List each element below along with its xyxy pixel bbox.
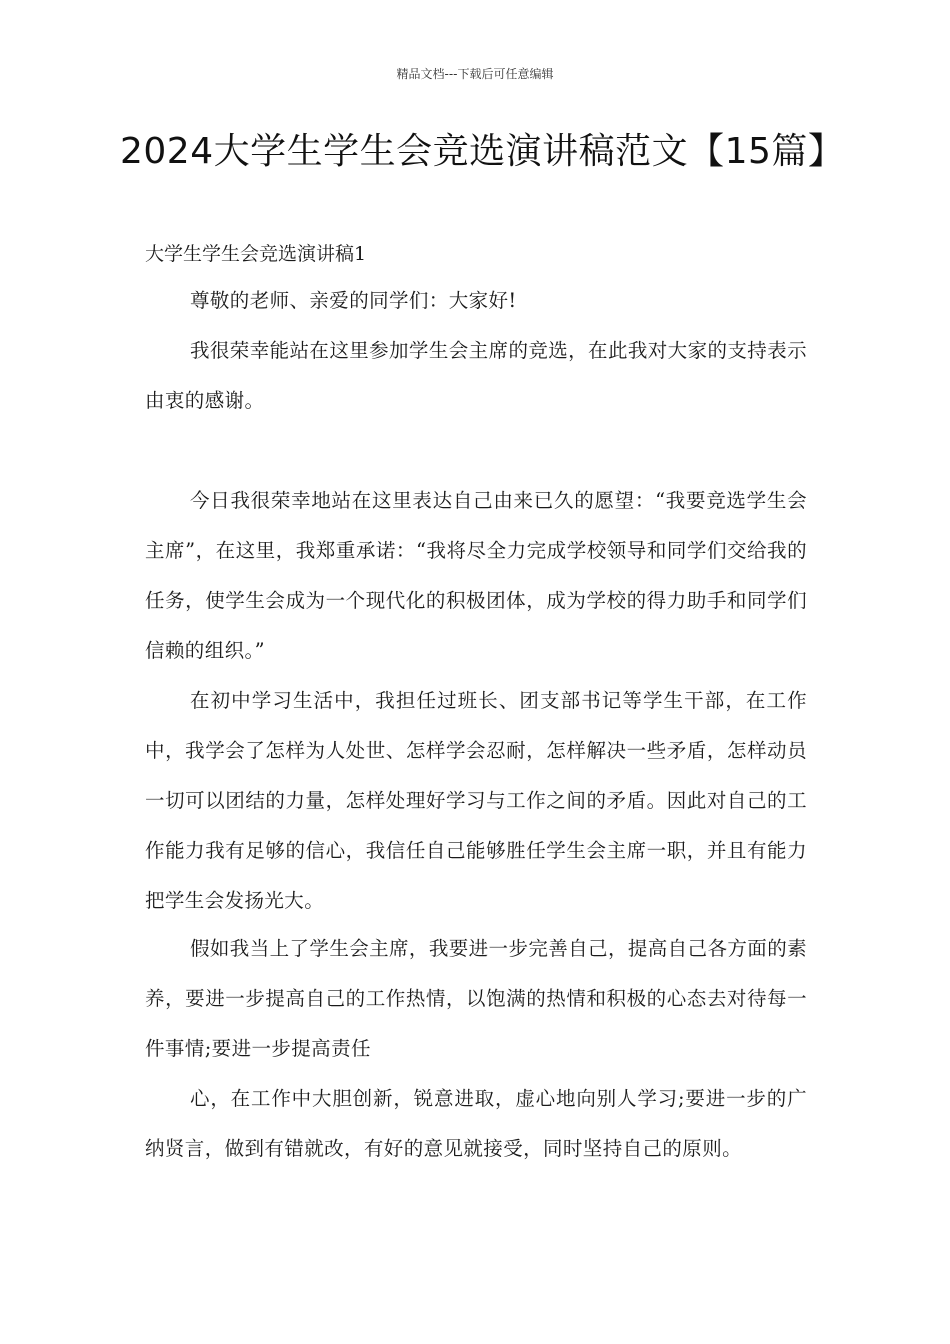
header-note: 精品文档---下载后可任意编辑 <box>396 67 554 81</box>
document-title: 2024大学生学生会竞选演讲稿范文【15篇】 <box>120 131 845 172</box>
paragraph-thanks: 我很荣幸能站在这里参加学生会主席的竞选，在此我对大家的支持表示由衷的感谢。 <box>145 339 807 412</box>
paragraph-experience: 在初中学习生活中，我担任过班长、团支部书记等学生干部，在工作中，我学会了怎样为人处世、怎样学会忍耐，怎样解决一些矛盾，怎样动员一切可以团结的力量，怎样处理好学习与工作之间的矛盾。因此对自己的工作能力我有足够的信心，我信任自己能够胜任学生会主席一职，并且有能力把学生会发扬光大。 <box>145 689 807 912</box>
section-heading: 大学生学生会竞选演讲稿1 <box>145 243 367 265</box>
paragraph-greeting: 尊敬的老师、亲爱的同学们：大家好! <box>190 289 517 312</box>
paragraph-plan-continued: 心，在工作中大胆创新，锐意进取，虚心地向别人学习;要进一步的广纳贤言，做到有错就改，有好的意见就接受，同时坚持自己的原则。 <box>145 1087 807 1160</box>
paragraph-plan: 假如我当上了学生会主席，我要进一步完善自己，提高自己各方面的素养，要进一步提高自己的工作热情，以饱满的热情和积极的心态去对待每一件事情;要进一步提高责任 <box>145 937 807 1060</box>
paragraph-wish: 今日我很荣幸地站在这里表达自己由来已久的愿望：“我要竞选学生会主席”，在这里，我郑重承诺：“我将尽全力完成学校领导和同学们交给我的任务，使学生会成为一个现代化的积极团体，成为学校的得力助手和同学们信赖的组织。” <box>145 489 807 662</box>
